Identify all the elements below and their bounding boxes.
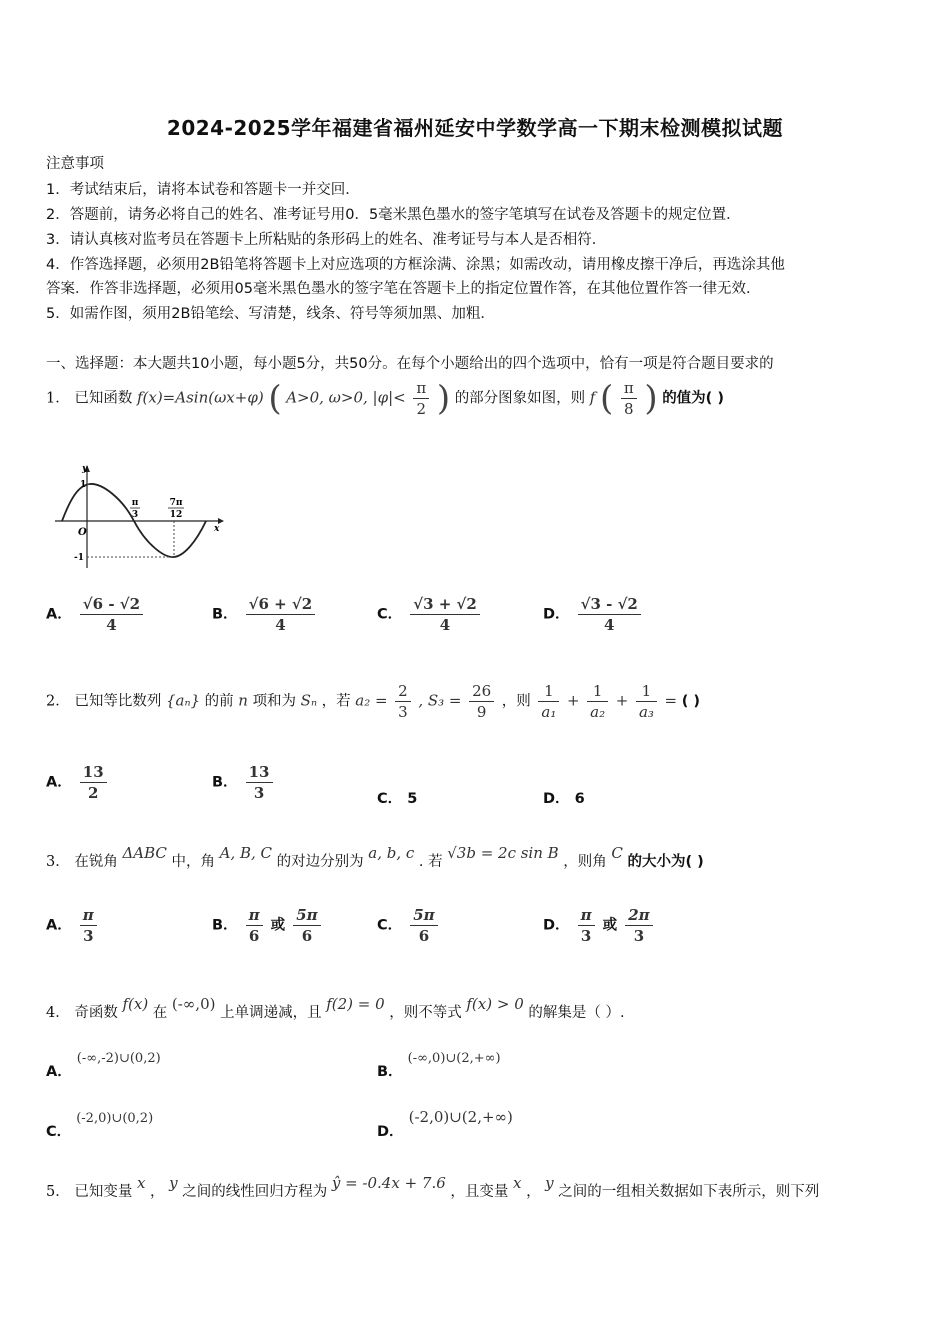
option-value: 5 (407, 791, 418, 807)
fraction (469, 681, 494, 722)
section-heading: 一、选择题：本大题共10小题，每小题5分，共50分。在每个小题给出的四个选项中，恰有一项是符合题目要求的 (46, 356, 774, 372)
option-c[interactable] (377, 905, 441, 946)
denominator: 2 (416, 400, 427, 418)
question-number: 5． (46, 1184, 70, 1200)
option-label: D． (543, 917, 570, 934)
question-text: ，则不等式 (389, 1005, 462, 1021)
math-y: y (545, 1174, 554, 1192)
option-a[interactable] (46, 762, 110, 803)
denominator: a₂ (590, 703, 606, 721)
question-number: 1． (46, 390, 70, 407)
option-label: C． (377, 917, 403, 934)
fraction (293, 905, 320, 946)
question-4 (46, 995, 625, 1022)
denominator: 6 (248, 927, 260, 945)
math-angles: A, B, C (219, 844, 273, 862)
option-value: 6 (574, 791, 585, 807)
x-tick-denominator: 12 (169, 510, 183, 520)
comma: ， (150, 1184, 165, 1200)
math-f2: f(2) = 0 (326, 995, 385, 1013)
fraction (246, 594, 316, 635)
fraction (80, 762, 107, 803)
option-d[interactable] (543, 594, 644, 635)
equals-sign: = (664, 691, 678, 710)
numerator: 13 (80, 762, 107, 783)
plus-sign: + (615, 691, 629, 710)
denominator: 3 (398, 703, 408, 721)
fraction (395, 681, 411, 722)
sine-graph (50, 460, 225, 572)
math-n: n (238, 691, 248, 710)
numerator: 26 (469, 681, 494, 702)
fraction (587, 681, 608, 722)
option-label: B． (212, 606, 238, 623)
numerator: √3 + √2 (410, 594, 480, 615)
math-x: x (136, 1174, 146, 1192)
numerator: 1 (538, 681, 559, 702)
option-label: C． (46, 1124, 72, 1140)
notice-item: 5．如需作图，须用2B铅笔绘、写清楚，线条、符号等须加黑、加粗． (46, 306, 495, 322)
origin-label: O (78, 527, 87, 538)
numerator: √6 + √2 (246, 594, 316, 615)
option-d[interactable] (543, 905, 656, 946)
x-tick-numerator: 7π (169, 498, 183, 508)
math-condition: A>0, ω>0, |φ|< (286, 388, 406, 407)
question-text: ，且变量 (450, 1184, 509, 1200)
math-a2: a₂ = (355, 691, 388, 710)
option-c[interactable] (377, 787, 417, 808)
option-label: A． (46, 774, 72, 791)
math-inequality: f(x) > 0 (466, 995, 524, 1013)
option-label: D． (543, 606, 570, 623)
option-a[interactable] (46, 1046, 161, 1080)
notice-heading: 注意事项 (46, 156, 104, 172)
math-x: x (512, 1174, 522, 1192)
fraction (410, 905, 437, 946)
option-value: (-∞,0)∪(2,+∞) (407, 1051, 501, 1066)
question-5 (46, 1174, 820, 1201)
option-b[interactable] (377, 1046, 501, 1080)
or-text: 或 (602, 917, 618, 934)
option-label: C． (377, 791, 403, 807)
question-text: ，则角 (563, 854, 607, 870)
fraction (80, 594, 143, 635)
option-c[interactable] (377, 594, 483, 635)
denominator: 9 (476, 703, 487, 721)
numerator: 2π (625, 905, 652, 926)
fraction (578, 905, 595, 946)
math-fx: f(x) (122, 995, 149, 1013)
numerator: 5π (293, 905, 320, 926)
denominator: a₃ (638, 703, 654, 721)
numerator: π (578, 905, 595, 926)
numerator: 13 (246, 762, 273, 783)
left-paren-icon: ( (599, 378, 614, 419)
denominator: 4 (604, 616, 615, 634)
option-b[interactable] (212, 905, 324, 946)
fraction (621, 378, 637, 419)
question-text: 的对边分别为 (276, 854, 364, 870)
fraction (246, 762, 273, 803)
left-paren-icon: ( (268, 378, 282, 419)
notice-item: 答案．作答非选择题，必须用05毫米黑色墨水的签字笔在答题卡上的指定位置作答，在其他位置作答一律无效． (46, 281, 761, 297)
question-text: 已知函数 (74, 390, 133, 407)
math-interval: (-∞,0) (171, 995, 216, 1013)
denominator: a₁ (541, 703, 557, 721)
question-text: 之间的线性回归方程为 (182, 1184, 328, 1200)
question-number: 2． (46, 693, 70, 710)
question-text: 已知等比数列 (74, 693, 162, 710)
numerator: π (413, 378, 429, 399)
math-regression: ŷ = -0.4x + 7.6 (331, 1174, 446, 1192)
denominator: 2 (88, 784, 99, 802)
question-number: 3． (46, 854, 70, 870)
option-label: D． (543, 791, 570, 807)
option-label: B． (212, 774, 238, 791)
page-title: 2024-2025学年福建省福州延安中学数学高一下期末检测模拟试题 (166, 116, 784, 140)
right-paren-icon: ) (436, 378, 451, 419)
denominator: 3 (253, 784, 265, 802)
math-fname: f (589, 388, 596, 407)
option-b[interactable] (212, 762, 276, 803)
option-label: A． (46, 1064, 72, 1080)
question-text: 的解集是（ ）. (528, 1005, 625, 1021)
question-text: ，则 (501, 693, 531, 710)
math-function: f(x)=Asin(ωx+φ) (136, 388, 264, 407)
math-sequence: {aₙ} (165, 691, 201, 710)
option-value: (-2,0)∪(2,+∞) (408, 1108, 513, 1126)
math-c: C (611, 844, 623, 862)
question-text: 之间的一组相关数据如下表所示，则下列 (558, 1184, 820, 1200)
option-label: D． (377, 1124, 404, 1140)
option-b[interactable] (212, 594, 318, 635)
numerator: π (621, 378, 637, 399)
fraction (625, 905, 652, 946)
question-text: 已知变量 (74, 1184, 133, 1200)
question-text: 的前 (204, 693, 234, 710)
option-label: A． (46, 917, 72, 934)
option-d[interactable] (543, 787, 585, 808)
denominator: 4 (106, 616, 117, 634)
x-axis-label: x (214, 524, 220, 534)
numerator: √3 - √2 (578, 594, 641, 615)
option-label: A． (46, 606, 72, 623)
option-label: B． (212, 917, 238, 934)
question-text: 的值为( ) (662, 390, 724, 407)
plus-sign: + (566, 691, 580, 710)
fraction (410, 594, 480, 635)
option-a[interactable] (46, 594, 146, 635)
option-a[interactable] (46, 905, 100, 946)
right-paren-icon: ) (644, 378, 658, 419)
math-y: y (169, 1174, 178, 1192)
numerator: 1 (587, 681, 608, 702)
option-d[interactable] (377, 1106, 513, 1140)
math-equation: √3b = 2c sin B (447, 844, 559, 862)
question-number: 4． (46, 1005, 70, 1021)
y-tick-neg-one: -1 (74, 553, 84, 563)
fraction (636, 681, 657, 722)
x-tick-numerator: π (131, 498, 139, 508)
question-text: 在锐角 (74, 854, 118, 870)
numerator: 1 (636, 681, 657, 702)
math-sn: Sₙ (300, 691, 318, 710)
denominator: 8 (624, 400, 634, 418)
x-tick-denominator: 3 (131, 510, 139, 520)
math-sides: a, b, c (368, 844, 415, 862)
fraction (413, 378, 429, 419)
question-text: 上单调递减，且 (220, 1005, 322, 1021)
option-value: (-2,0)∪(0,2) (76, 1111, 154, 1126)
numerator: π (246, 905, 263, 926)
question-text: ，若 (321, 693, 351, 710)
question-text: . 若 (418, 854, 443, 870)
math-s3: , S₃ = (418, 691, 462, 710)
question-text: 奇函数 (74, 1005, 118, 1021)
question-text: 在 (152, 1005, 168, 1021)
numerator: 2 (395, 681, 411, 702)
fraction (80, 905, 97, 946)
question-text: 的大小为( ) (627, 854, 704, 870)
notice-item: 2．答题前，请务必将自己的姓名、准考证号用0．5毫米黑色墨水的签字笔填写在试卷及答题卡的规定位置． (46, 207, 741, 223)
fraction (578, 594, 641, 635)
question-text: 中，角 (171, 854, 216, 870)
numerator: √6 - √2 (80, 594, 143, 615)
denominator: 3 (580, 927, 592, 945)
question-text: 的部分图象如图，则 (454, 390, 586, 407)
notice-item: 1．考试结束后，请将本试卷和答题卡一并交回． (46, 182, 360, 198)
denominator: 6 (301, 927, 313, 945)
option-label: C． (377, 606, 403, 623)
math-triangle: ΔABC (122, 844, 167, 862)
fraction (246, 905, 263, 946)
numerator: 5π (410, 905, 437, 926)
or-text: 或 (270, 917, 286, 934)
denominator: 4 (275, 616, 286, 634)
y-tick-one: 1 (80, 480, 87, 490)
question-2 (46, 681, 700, 722)
option-value: (-∞,-2)∪(0,2) (76, 1051, 161, 1066)
question-text: ( ) (681, 693, 701, 710)
comma: ， (526, 1184, 541, 1200)
question-1 (46, 378, 724, 419)
fraction (538, 681, 559, 722)
denominator: 3 (633, 927, 645, 945)
option-label: B． (377, 1064, 403, 1080)
y-axis-label: y (82, 464, 88, 474)
notice-item: 3．请认真核对监考员在答题卡上所粘贴的条形码上的姓名、准考证号与本人是否相符． (46, 232, 607, 248)
denominator: 3 (83, 927, 94, 945)
notice-item: 4．作答选择题，必须用2B铅笔将答题卡上对应选项的方框涂满、涂黑；如需改动，请用橡皮擦干净后，再选涂其他 (46, 257, 785, 273)
denominator: 4 (439, 616, 451, 634)
question-3 (46, 844, 704, 871)
question-text: 项和为 (252, 693, 297, 710)
option-c[interactable] (46, 1106, 154, 1140)
denominator: 6 (418, 927, 430, 945)
numerator: π (80, 905, 97, 926)
